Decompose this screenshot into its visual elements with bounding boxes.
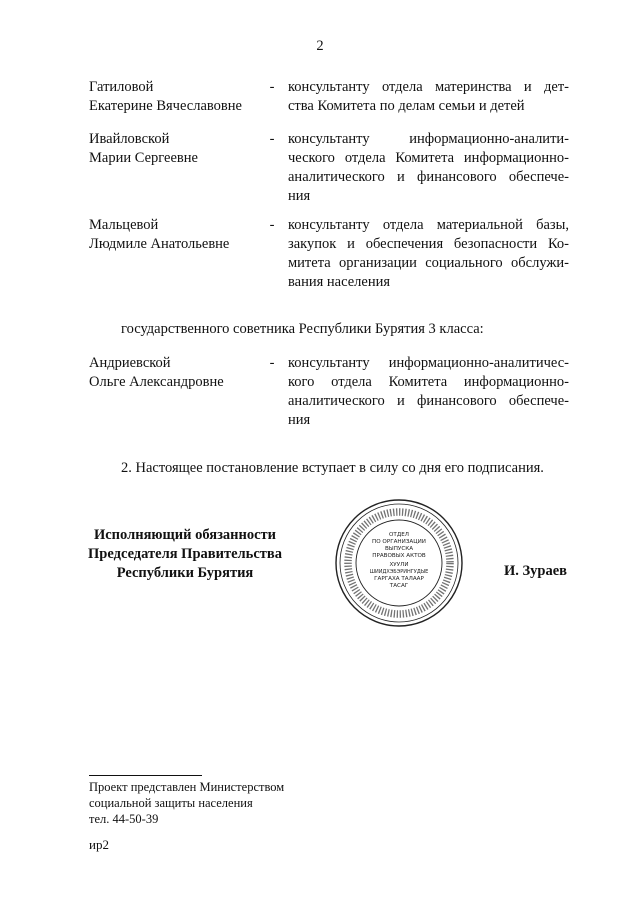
position-line: кого отдела Комитета информационно- — [288, 374, 569, 390]
appointee-position — [288, 78, 569, 116]
footnote — [89, 779, 284, 827]
footnote-line: социальной защиты населения — [89, 796, 253, 810]
name-line: Екатерине Вячеславовне — [89, 98, 242, 114]
page-number: 2 — [316, 38, 324, 54]
name-line: Марии Сергеевне — [89, 150, 198, 166]
seal-line: ХУУЛИ — [389, 562, 409, 568]
footnote-divider — [89, 775, 202, 776]
position-line: консультанту отдела материнства и дет- — [288, 79, 569, 95]
position-line: консультанту информационно-аналити- — [288, 131, 569, 147]
name-line: Людмиле Анатольевне — [89, 236, 230, 252]
footnote-line: Проект представлен Министерством — [89, 780, 285, 794]
signatory-title-line: Исполняющий обязанности — [93, 527, 277, 543]
name-line: Ивайловской — [89, 131, 170, 147]
seal-line: ТАСАГ — [389, 583, 409, 589]
position-line: аналитического и финансового обеспече- — [288, 393, 569, 409]
seal-line: ПРАВОВЫХ АКТОВ — [372, 553, 426, 559]
dash: - — [269, 131, 275, 147]
signatory-title — [73, 526, 297, 583]
name-line: Ольге Александровне — [89, 374, 224, 390]
position-line: ния — [288, 412, 311, 428]
rank-heading: государственного советника Республики Бурятия 3 класса: — [121, 321, 484, 337]
position-line: ния — [288, 188, 311, 204]
position-line: закупок и обеспечения безопасности Ко- — [288, 236, 569, 252]
appointee-name — [89, 216, 264, 254]
seal-line: ВЫПУСКА — [384, 546, 414, 552]
position-line: консультанту отдела материальной базы, — [288, 217, 569, 233]
footnote-line: тел. 44-50-39 — [89, 812, 159, 826]
appointee-name — [89, 354, 264, 392]
position-line: митета организации социального обслужи- — [288, 255, 569, 271]
dash: - — [269, 355, 275, 371]
position-line: аналитического и финансового обеспече- — [288, 169, 569, 185]
document-code: ир2 — [89, 837, 109, 852]
signatory-title-line: Председателя Правительства — [88, 546, 282, 562]
seal-line: ГАРГАХА ТАЛААР — [374, 576, 424, 582]
signatory-title-line: Республики Бурятия — [116, 565, 254, 581]
appointee-position — [288, 216, 569, 292]
dash: - — [269, 217, 275, 233]
name-line: Андриевской — [89, 355, 171, 371]
appointee-name — [89, 130, 264, 168]
appointee-name — [89, 78, 264, 116]
position-line: вания населения — [288, 274, 391, 290]
position-line: ства Комитета по делам семьи и детей — [288, 98, 525, 114]
seal-line: ПО ОРГАНИЗАЦИИ — [372, 539, 426, 545]
name-line: Гатиловой — [89, 79, 154, 95]
signer-name: И. Зураев — [504, 563, 568, 579]
dash: - — [269, 79, 275, 95]
appointee-position — [288, 354, 569, 430]
position-line: ческого отдела Комитета информационно- — [288, 150, 569, 166]
name-line: Мальцевой — [89, 217, 159, 233]
seal-line: ШИИДХЭБЭРИНГУДЫЕ — [369, 569, 429, 575]
position-line: консультанту информационно-аналитичес- — [288, 355, 569, 371]
resolution-paragraph: 2. Настоящее постановление вступает в силу со дня его подписания. — [121, 460, 544, 476]
appointee-position — [288, 130, 569, 206]
official-seal — [334, 498, 464, 628]
seal-line: ОТДЕЛ — [389, 532, 409, 538]
